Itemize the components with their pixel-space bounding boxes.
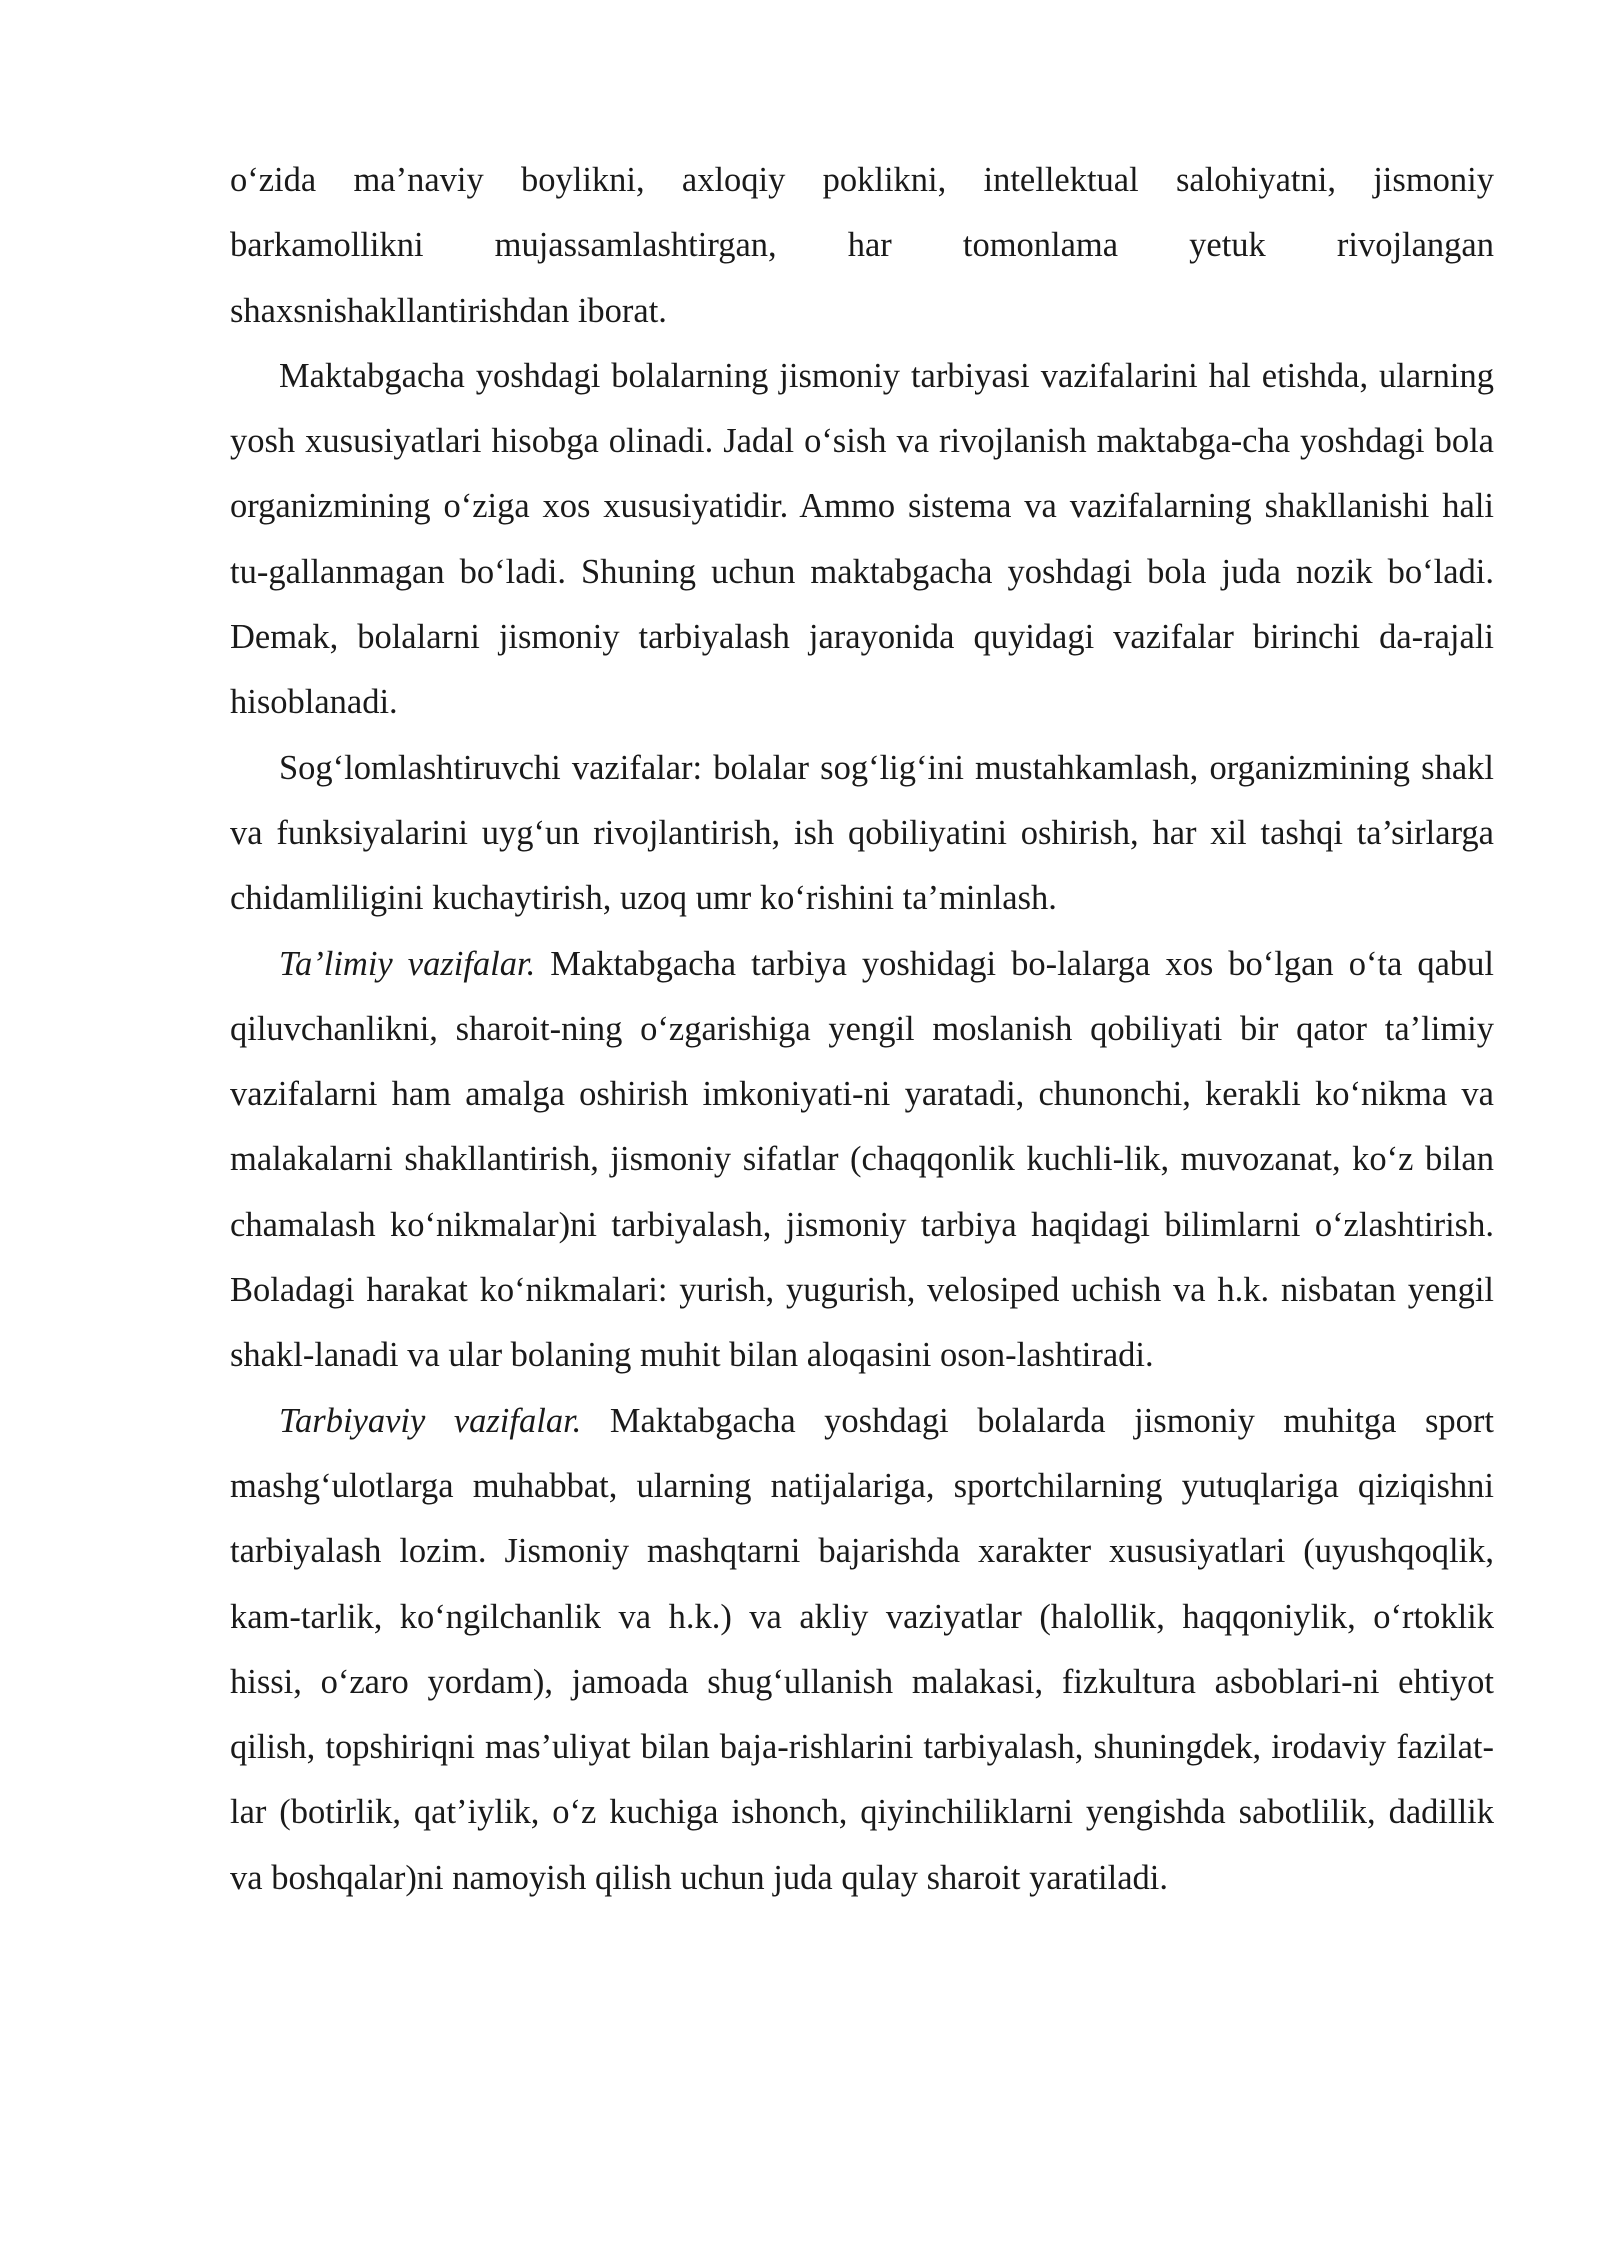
paragraph-3-text: Sog‘lomlashtiruvchi vazifalar: bolalar sog‘lig‘ini mustahkamlash, organizmining shakl va funksiyalarini uyg‘un rivojlantirish, ish qobiliyatini oshirish, har xil tashqi ta’sirlarga chidamliligini kuchaytirish, uzoq umr ko‘rishini ta’minlash. bbox=[230, 748, 1494, 918]
paragraph-3 bbox=[230, 736, 1494, 932]
paragraph-5-lead-heading: Tarbiyaviy vazifalar. bbox=[279, 1401, 582, 1440]
body-text bbox=[230, 148, 1494, 1911]
paragraph-1-text: o‘zida ma’naviy boylikni, axloqiy poklikni, intellektual salohiyatni, jismoniy barkamollikni mujassamlashtirgan, har tomonlama yetuk rivojlangan shaxsnishakllantirishdan iborat. bbox=[230, 161, 1494, 330]
paragraph-4-text: Maktabgacha tarbiya yoshidagi bo-lalarga xos bo‘lgan o‘ta qabul qiluvchanlikni, sharoit-ning o‘zgarishiga yengil moslanish qobiliyati bir qator ta’limiy vazifalarni ham amalga oshirish imkoniyati-ni yaratadi, chunonchi, kerakli ko‘nikma va malakalarni shakllantirish, jismoniy sifatlar (chaqqonlik kuchli-lik, muvozanat, ko‘z bilan chamalash ko‘nikmalar)ni tarbiyalash, jismoniy tarbiya haqidagi bilimlarni o‘zlashtirish. Boladagi harakat ko‘nikmalari: yurish, yugurish, velosiped uchish va h.k. nisbatan yengil shakl-lanadi va ular bolaning muhit bilan aloqasini oson-lashtiradi. bbox=[230, 944, 1494, 1375]
paragraph-4-lead-heading: Ta’limiy vazifalar. bbox=[279, 944, 536, 983]
paragraph-5 bbox=[230, 1389, 1494, 1911]
paragraph-2-text: Maktabgacha yoshdagi bolalarning jismoniy tarbiyasi vazifalarini hal etishda, ularning yosh xususiyatlari hisobga olinadi. Jadal o‘sish va rivojlanish maktabga-cha yoshdagi bola organizmining o‘ziga xos xususiyatidir. Ammo sistema va vazifalarning shakllanishi hali tu-gallanmagan bo‘ladi. Shuning uchun maktabgacha yoshdagi bola juda nozik bo‘ladi. Demak, bolalarni jismoniy tarbiyalash jarayonida quyidagi vazifalar birinchi da-rajali hisoblanadi. bbox=[230, 356, 1494, 722]
paragraph-1 bbox=[230, 148, 1494, 344]
paragraph-4 bbox=[230, 932, 1494, 1389]
paragraph-2 bbox=[230, 344, 1494, 736]
paragraph-5-text: Maktabgacha yoshdagi bolalarda jismoniy muhitga sport mashg‘ulotlarga muhabbat, ularning natijalariga, sportchilarning yutuqlariga qiziqishni tarbiyalash lozim. Jismoniy mashqtarni bajarishda xarakter xususiyatlari (uyushqoqlik, kam-tarlik, ko‘ngilchanlik va h.k.) va akliy vaziyatlar (halollik, haqqoniylik, o‘rtoklik hissi, o‘zaro yordam), jamoada shug‘ullanish malakasi, fizkultura asboblari-ni ehtiyot qilish, topshiriqni mas’uliyat bilan baja-rishlarini tarbiyalash, shuningdek, irodaviy fazilat-lar (botirlik, qat’iylik, o‘z kuchiga ishonch, qiyinchiliklarni yengishda sabotlilik, dadillik va boshqalar)ni namoyish qilish uchun juda qulay sharoit yaratiladi. bbox=[230, 1401, 1494, 1897]
